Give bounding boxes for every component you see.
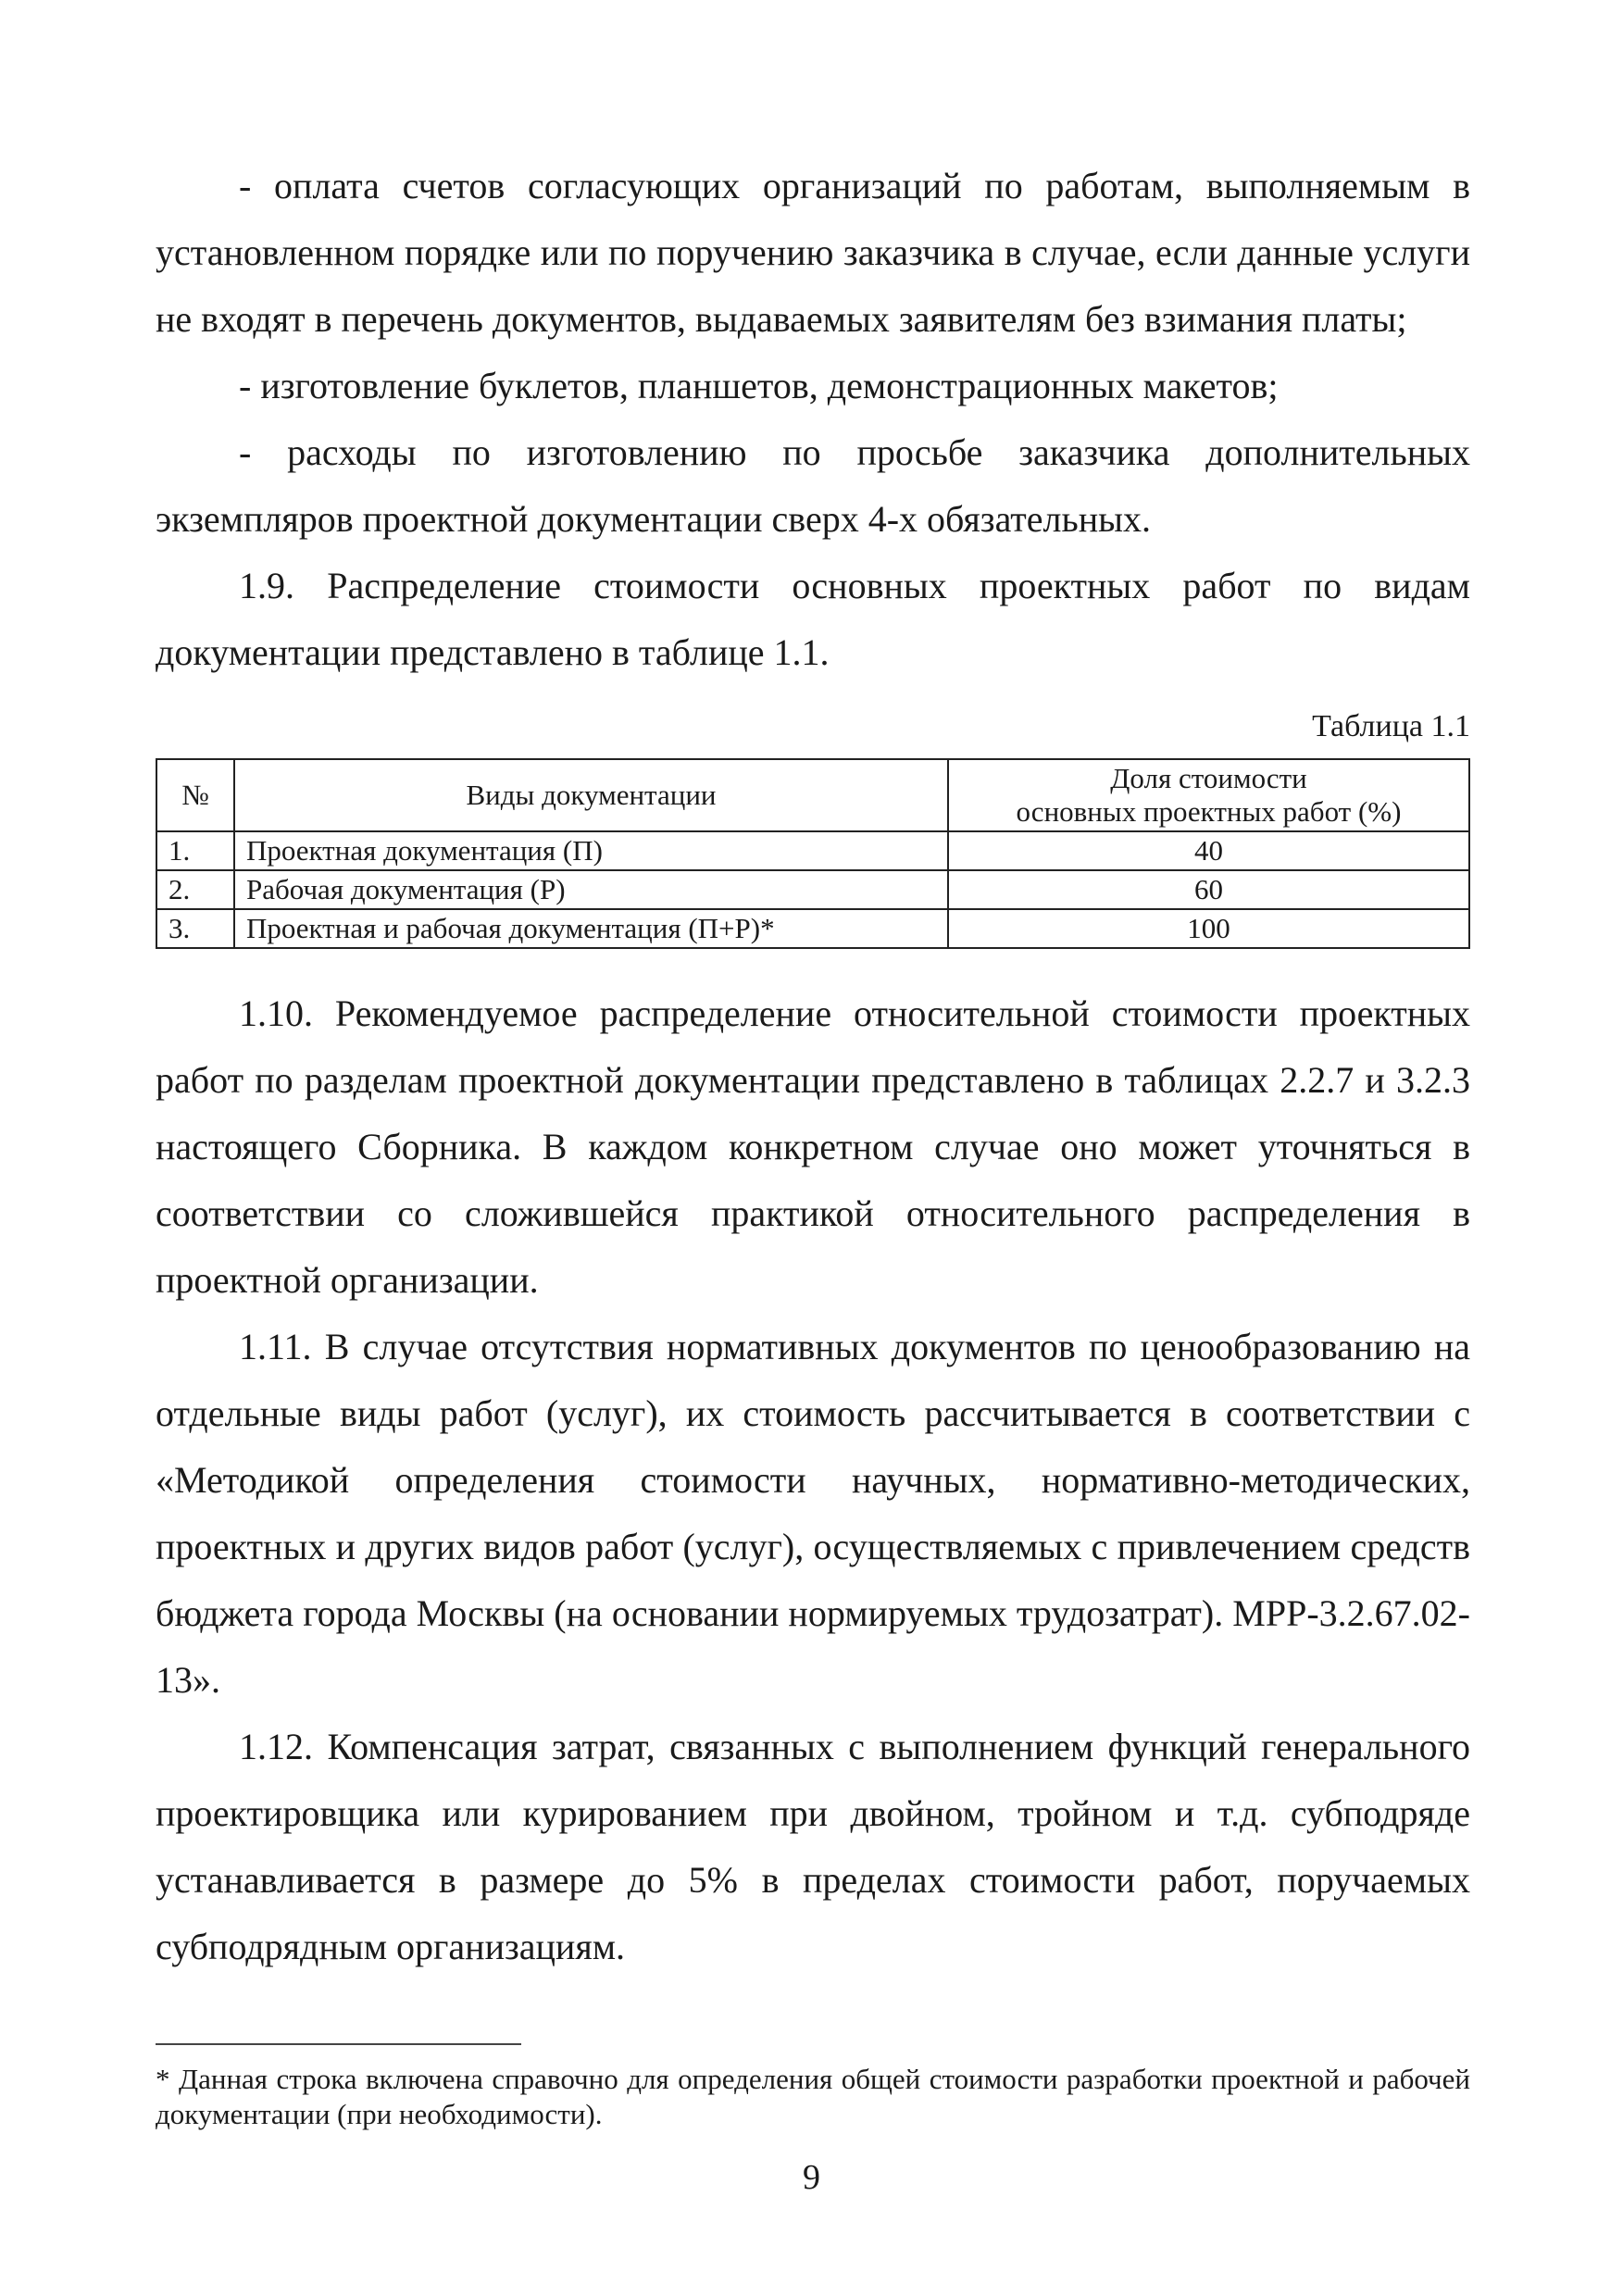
table-header-row — [156, 759, 1469, 831]
paragraph-1-10: 1.10. Рекомендуемое распределение относительной стоимости проектных работ по разделам проектной документации представлено в таблицах 2.2.7 и 3.2.3 настоящего Сборника. В каждом конкретном случае оно может уточняться в соответствии со сложившейся практикой относительного распределения в проектной организации. — [156, 992, 1470, 1301]
row-cost-share: 40 — [948, 831, 1469, 870]
header-cost-share — [948, 759, 1469, 831]
paragraph-1-12: 1.12. Компенсация затрат, связанных с выполнением функций генерального проектировщика или курированием при двойном, тройном и т.д. субподряде устанавливается в размере до 5% в пределах стоимости работ, поручаемых субподрядным организациям. — [156, 1726, 1470, 1967]
footnote-divider — [156, 2043, 521, 2045]
paragraph-extra-copies: - расходы по изготовлению по просьбе заказчика дополнительных экземпляров проектной документации сверх 4-х обязательных. — [156, 431, 1470, 540]
table-row — [156, 870, 1469, 909]
paragraph-booklets: - изготовление буклетов, планшетов, демонстрационных макетов; — [239, 365, 1279, 406]
row-number: 1. — [156, 831, 234, 870]
header-doc-type: Виды документации — [234, 759, 948, 831]
table-row — [156, 909, 1469, 948]
paragraph-approval-payment: - оплата счетов согласующих организаций по работам, выполняемым в установленном порядке или по поручению заказчика в случае, если данные услуги не входят в перечень документов, выдаваемых заявителям без взимания платы; — [156, 165, 1470, 340]
header-cost-share-line1: Доля стоимости — [1110, 762, 1307, 794]
row-doc-type: Проектная и рабочая документация (П+Р)* — [234, 909, 948, 948]
row-cost-share: 100 — [948, 909, 1469, 948]
document-page — [156, 153, 1470, 2132]
row-doc-type: Рабочая документация (Р) — [234, 870, 948, 909]
row-number: 2. — [156, 870, 234, 909]
table-caption: Таблица 1.1 — [1312, 709, 1470, 743]
cost-distribution-table — [156, 758, 1470, 949]
footnote: * Данная строка включена справочно для определения общей стоимости разработки проектной и рабочей документации (при необходимости). — [156, 2063, 1470, 2130]
body-text-lower — [156, 980, 1470, 1980]
header-cost-share-line2: основных проектных работ (%) — [1016, 795, 1402, 828]
row-cost-share: 60 — [948, 870, 1469, 909]
paragraph-1-9: 1.9. Распределение стоимости основных проектных работ по видам документации представлено в таблице 1.1. — [156, 565, 1470, 673]
header-number: № — [156, 759, 234, 831]
table-row — [156, 831, 1469, 870]
row-number: 3. — [156, 909, 234, 948]
row-doc-type: Проектная документация (П) — [234, 831, 948, 870]
paragraph-1-11: 1.11. В случае отсутствия нормативных документов по ценообразованию на отдельные виды работ (услуг), их стоимость рассчитывается в соответствии с «Методикой определения стоимости научных, нормативно-методических, проектных и других видов работ (услуг), осуществляемых с привлечением средств бюджета города Москвы (на основании нормируемых трудозатрат). МРР-3.2.67.02-13». — [156, 1326, 1470, 1701]
page-number: 9 — [803, 2158, 820, 2197]
